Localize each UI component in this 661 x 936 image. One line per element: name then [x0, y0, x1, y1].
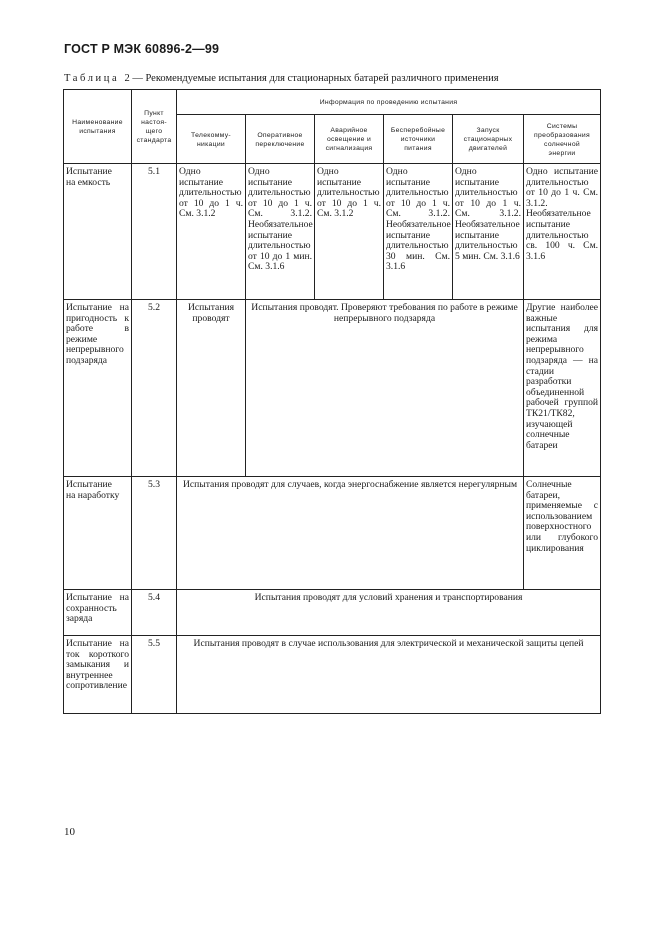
- caption-text: 2 — Рекомендуемые испытания для стационарных батарей различного применения: [124, 73, 499, 84]
- cell-solar: Другие наиболее важные испытания для режима непрерывного подзаряда — на стадии разработки объединенной рабочей группой ТК21/ТК82, изучающей солнечные батареи: [524, 300, 601, 477]
- header-telecom: Телекомму- никации: [177, 115, 246, 164]
- page-number: 10: [64, 826, 75, 838]
- row-clause: 5.2: [132, 300, 177, 477]
- row-name-endurance: Испытание на наработку: [64, 477, 132, 590]
- cell-merged: Испытания проводят в случае использования для электрической и механической защиты цепей: [177, 636, 601, 714]
- row-clause: 5.1: [132, 164, 177, 300]
- table-row: [64, 300, 601, 477]
- header-test-name: Наименование испытания: [64, 90, 132, 164]
- cell-solar: Солнечные батареи, применяемые с использованием поверхностного или глубокого циклирования: [524, 477, 601, 590]
- cell-emergency-lighting: Одно испытание длительностью от 10 до 1 ч. См. 3.1.2: [315, 164, 384, 300]
- header-solar-systems: Системы преобразования солнечной энергии: [524, 115, 601, 164]
- cell-ups: Одно испытание длительностью от 10 до 1 ч. См. 3.1.2. Необязательное испытание длительностью 30 мин. См. 3.1.6: [384, 164, 453, 300]
- cell-solar: Одно испытание длительностью от 10 до 1 ч. См. 3.1.2. Необязательное испытание длительностью св. 100 ч. См. 3.1.6: [524, 164, 601, 300]
- row-name-float: Испытание на пригодность к работе в режиме непрерывного подзаряда: [64, 300, 132, 477]
- cell-merged: Испытания проводят. Проверяют требования по работе в режиме непрерывного подзаряда: [246, 300, 524, 477]
- table-row: [64, 164, 601, 300]
- header-clause: Пункт настоя- щего стандарта: [132, 90, 177, 164]
- header-info: Информация по проведению испытания: [177, 90, 601, 115]
- row-name-charge-retention: Испытание на сохранность заряда: [64, 590, 132, 636]
- header-operative-switching: Оперативное переключение: [246, 115, 315, 164]
- row-name-short-circuit: Испытание на ток короткого замыкания и внутреннее сопротивление: [64, 636, 132, 714]
- tests-table: [63, 89, 601, 714]
- cell-merged: Испытания проводят для условий хранения и транспортирования: [177, 590, 601, 636]
- cell-telecom: Испытания проводят: [177, 300, 246, 477]
- row-clause: 5.3: [132, 477, 177, 590]
- cell-merged: Испытания проводят для случаев, когда энергоснабжение является нерегулярным: [177, 477, 524, 590]
- header-emergency-lighting: Аварийное освещение и сигнализация: [315, 115, 384, 164]
- row-name-capacity: Испытание на емкость: [64, 164, 132, 300]
- row-clause: 5.5: [132, 636, 177, 714]
- row-clause: 5.4: [132, 590, 177, 636]
- caption-label: Таблица: [64, 73, 120, 84]
- cell-telecom: Одно испытание длительностью от 10 до 1 ч. См. 3.1.2: [177, 164, 246, 300]
- document-code: ГОСТ Р МЭК 60896-2—99: [64, 42, 220, 56]
- table-row: [64, 590, 601, 636]
- table-caption: [64, 73, 499, 84]
- header-row-top: [64, 90, 601, 115]
- header-ups: Бесперебойные источники питания: [384, 115, 453, 164]
- cell-operative-switching: Одно испытание длительностью от 10 до 1 ч. См. 3.1.2. Необязательное испытание длительностью от 10 до 1 мин. См. 3.1.6: [246, 164, 315, 300]
- header-engine-start: Запуск стационарных двигателей: [453, 115, 524, 164]
- table-row: [64, 636, 601, 714]
- table-row: [64, 477, 601, 590]
- cell-engine-start: Одно испытание длительностью от 10 до 1 ч. См. 3.1.2. Необязательное испытание длительностью 5 мин. См. 3.1.6: [453, 164, 524, 300]
